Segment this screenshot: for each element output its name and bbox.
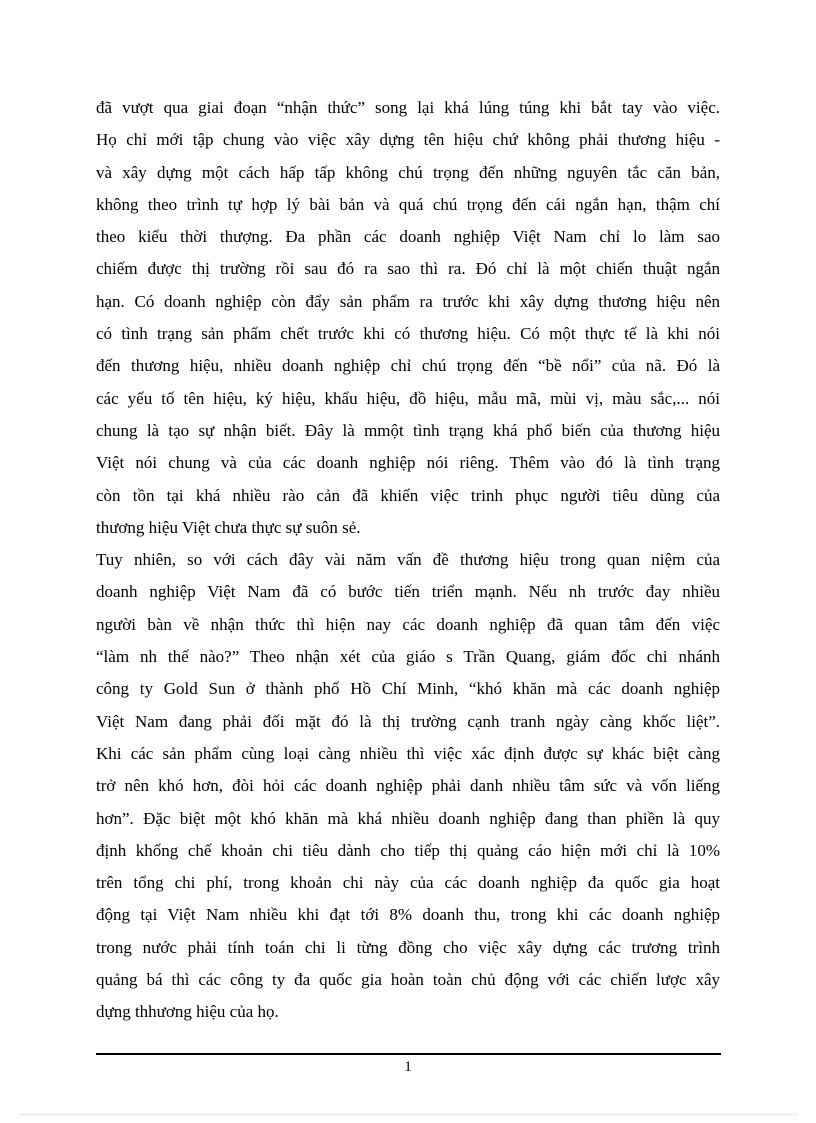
text-line: chung là tạo sự nhận biết. Đây là mmột tình trạng khá phổ biến của thương hiệu [96, 420, 720, 440]
text-line: công ty Gold Sun ở thành phố Hồ Chí Minh, “khó khăn mà các doanh nghiệp [96, 679, 720, 699]
text-line: có tình trạng sản phẩm chết trước khi có thương hiệu. Có một thực tế là khi nói [96, 324, 720, 344]
text-line: đến thương hiệu, nhiều doanh nghiệp chỉ chú trọng đến “bề nổi” của nã. Đó là [96, 356, 720, 376]
text-line: dựng thhương hiệu của họ. [96, 1002, 279, 1022]
text-line: còn tồn tại khá nhiều rào cản đã khiến việc trinh phục người tiêu dùng của [96, 485, 720, 505]
text-line: không theo trình tự hợp lý bài bản và quá chú trọng đến cái ngắn hạn, thậm chí [96, 194, 720, 214]
text-line: đã vượt qua giai đoạn “nhận thức” song lại khá lúng túng khi bắt tay vào việc. [96, 98, 720, 117]
text-line: Tuy nhiên, so với cách đây vài năm vấn đề thương hiệu trong quan niệm của [96, 550, 720, 570]
footer-divider [96, 1053, 721, 1055]
text-line: trong nước phải tính toán chi li từng đồng cho việc xây dựng các trương trình [96, 937, 720, 957]
text-line: người bàn về nhận thức thì hiện nay các doanh nghiệp đã quan tâm đến việc [96, 614, 720, 634]
text-line: hạn. Có doanh nghiệp còn đẩy sản phẩm ra trước khi xây dựng thương hiệu nên [96, 291, 720, 311]
paragraph-1 [96, 92, 720, 544]
page-bottom-edge [20, 1114, 796, 1115]
text-line: thương hiệu Việt chưa thực sự suôn sẻ. [96, 517, 361, 537]
document-body [96, 92, 720, 1029]
text-line: động tại Việt Nam nhiều khi đạt tới 8% doanh thu, trong khi các doanh nghiệp [96, 905, 720, 925]
text-line: và xây dựng một cách hấp tấp không chú trọng đến những nguyên tắc căn bản, [96, 162, 720, 182]
text-line: chiếm được thị trường rồi sau đó ra sao thì ra. Đó chỉ là một chiến thuật ngắn [96, 259, 720, 279]
text-line: trở nên khó hơn, đòi hỏi các doanh nghiệp phải danh nhiều tâm sức và vốn liếng [96, 776, 720, 796]
text-line: hơn”. Đặc biệt một khó khăn mà khá nhiều doanh nghiệp đang than phiền là quy [96, 808, 720, 828]
paragraph-2 [96, 544, 720, 1028]
text-line: theo kiểu thời thượng. Đa phần các doanh nghiệp Việt Nam chỉ lo làm sao [96, 227, 720, 247]
text-line: quảng bá thì các công ty đa quốc gia hoàn toàn chủ động với các chiến lược xây [96, 970, 720, 990]
text-line: định khống chế khoản chi tiêu dành cho tiếp thị quảng cáo hiện mới chỉ là 10% [96, 840, 720, 860]
text-line: “làm nh thế nào?” Theo nhận xét của giáo s Trần Quang, giám đốc chi nhánh [96, 647, 720, 667]
text-line: Việt Nam đang phải đối mặt đó là thị trường cạnh tranh ngày càng khốc liệt”. [96, 711, 720, 731]
text-line: Khi các sản phẩm cùng loại càng nhiều thì việc xác định được sự khác biệt càng [96, 743, 720, 763]
text-line: trên tổng chi phí, trong khoản chi này của các doanh nghiệp đa quốc gia hoạt [96, 873, 720, 893]
text-line: Việt nói chung và của các doanh nghiệp nói riêng. Thêm vào đó là tình trạng [96, 453, 720, 473]
page-number: 1 [404, 1059, 412, 1075]
text-line: doanh nghiệp Việt Nam đã có bước tiến triển mạnh. Nếu nh trước đay nhiều [96, 582, 720, 602]
text-line: Họ chỉ mới tập chung vào việc xây dựng tên hiệu chứ không phải thương hiệu - [96, 130, 720, 150]
text-line: các yếu tố tên hiệu, ký hiệu, khẩu hiệu, đồ hiệu, mẫu mã, mùi vị, màu sắc,... nói [96, 388, 720, 408]
